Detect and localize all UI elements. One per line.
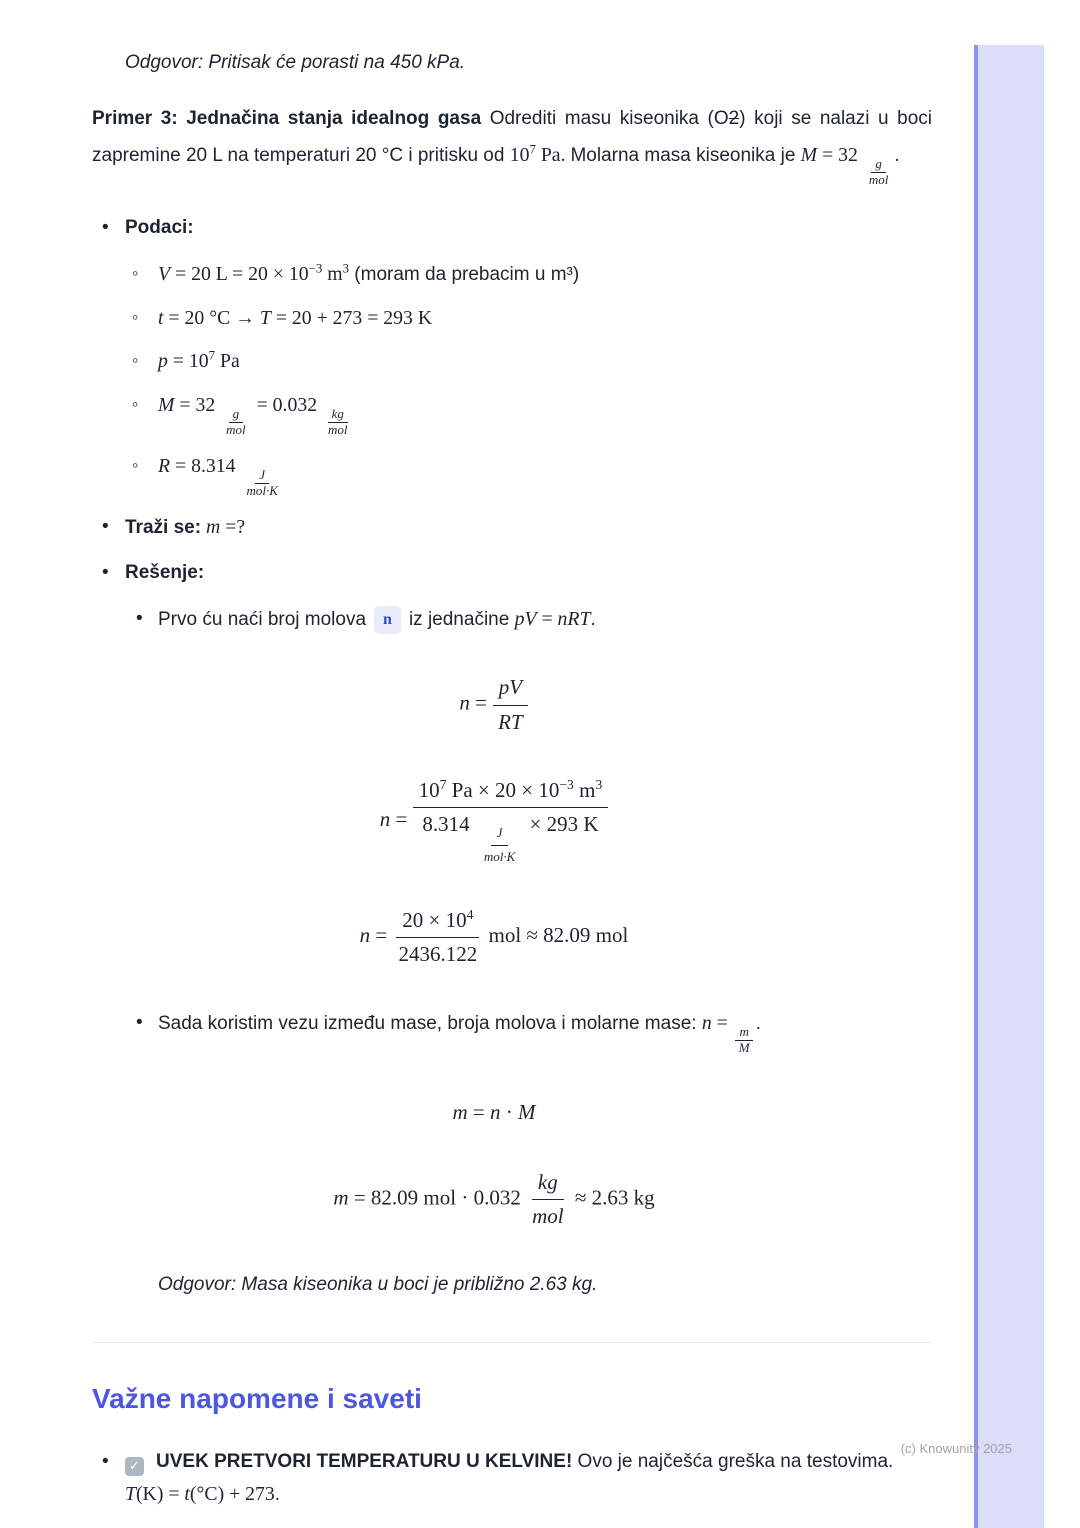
math-text: (°C) + 273 bbox=[189, 1482, 275, 1505]
fraction-g-mol bbox=[865, 157, 893, 188]
math-var: m bbox=[739, 1024, 749, 1040]
oxygen-subscript: 2 bbox=[728, 108, 740, 130]
math-var: T bbox=[125, 1482, 136, 1505]
fraction-denominator bbox=[478, 846, 521, 866]
list-item-body bbox=[158, 1008, 932, 1056]
math-var: pV bbox=[498, 675, 523, 700]
fraction-denominator bbox=[865, 173, 893, 188]
math-text: Pa bbox=[215, 350, 240, 373]
list-item-note-kelvin bbox=[102, 1446, 932, 1510]
bullet-icon: • bbox=[136, 1012, 143, 1034]
math-text: = bbox=[390, 806, 413, 831]
fraction-numerator bbox=[532, 1169, 564, 1200]
fraction-numerator bbox=[328, 407, 348, 423]
fraction-numerator bbox=[229, 407, 244, 423]
resenje-label: Rešenje: bbox=[125, 562, 205, 584]
math-text: = 20 L = 20 × 10 bbox=[170, 262, 309, 285]
text-run: . bbox=[894, 144, 900, 166]
bullet-icon: • bbox=[136, 607, 143, 629]
math-var: M bbox=[158, 393, 175, 416]
math-text: = bbox=[711, 1012, 733, 1035]
circle-bullet-icon: ◦ bbox=[132, 454, 139, 475]
fraction-numerator bbox=[396, 906, 479, 938]
math-text: = bbox=[370, 922, 393, 947]
fraction-g-mol bbox=[222, 407, 250, 438]
math-inline-m bbox=[201, 516, 245, 538]
fraction-kg-mol bbox=[324, 407, 352, 438]
list-item-body bbox=[125, 512, 932, 543]
fraction-denominator bbox=[416, 808, 604, 866]
list-item-molar-mass bbox=[132, 390, 932, 438]
list-item-pressure bbox=[132, 346, 932, 377]
circle-bullet-icon: ◦ bbox=[132, 393, 139, 414]
text-run: Sada koristim vezu između mase, broja molova i molarne mase: bbox=[158, 1013, 702, 1035]
podaci-label: Podaci: bbox=[125, 217, 194, 239]
bullet-icon: • bbox=[102, 217, 109, 239]
resenje-sublist bbox=[92, 604, 932, 635]
math-text: = 20 °C → bbox=[163, 306, 260, 329]
math-text: 10 bbox=[418, 777, 440, 802]
previous-answer-line bbox=[125, 48, 932, 77]
math-var: V bbox=[158, 262, 171, 285]
list-item-step2 bbox=[136, 1008, 932, 1056]
superscript: 4 bbox=[466, 906, 474, 922]
list-item-body bbox=[158, 604, 932, 635]
math-inline-pv-nrt bbox=[515, 608, 591, 630]
superscript: −3 bbox=[559, 776, 574, 792]
bullet-icon: • bbox=[102, 515, 109, 537]
list-item-volume bbox=[132, 259, 932, 290]
math-text: m bbox=[573, 777, 596, 802]
text-run: ) koji se nalazi u boci zapremine 20 L na temperaturi 20 °C i pritisku od bbox=[92, 108, 932, 166]
fraction bbox=[492, 674, 529, 736]
fraction bbox=[392, 906, 483, 969]
math-var: pV bbox=[514, 607, 537, 630]
final-answer-line bbox=[158, 1270, 932, 1299]
math-var: M bbox=[738, 1040, 750, 1056]
final-answer-text: Odgovor: Masa kiseonika u boci je približno 2.63 kg. bbox=[158, 1274, 598, 1296]
list-item-podaci bbox=[102, 213, 932, 242]
math-var: n bbox=[701, 1012, 712, 1035]
math-text: = bbox=[469, 690, 493, 715]
document-content bbox=[92, 48, 932, 1526]
fraction-numerator bbox=[491, 825, 509, 846]
list-item-temperature bbox=[132, 303, 932, 334]
primer3-title: Primer 3: Jednačina stanja idealnog gasa bbox=[92, 108, 482, 130]
fraction-numerator bbox=[255, 468, 269, 484]
section-divider bbox=[92, 1342, 932, 1343]
math-var: nRT bbox=[557, 607, 591, 630]
math-text: = 32 bbox=[174, 393, 221, 416]
note-bold-text: UVEK PRETVORI TEMPERATURU U KELVINE! bbox=[156, 1451, 573, 1473]
math-inline-volume bbox=[158, 263, 349, 285]
formula-n-substituted bbox=[92, 776, 896, 866]
math-var: RT bbox=[498, 709, 523, 734]
text-run: . bbox=[755, 1013, 761, 1035]
math-text: = bbox=[536, 607, 558, 630]
circle-bullet-icon: ◦ bbox=[132, 350, 139, 371]
list-item-gas-constant bbox=[132, 451, 932, 499]
fraction-denominator bbox=[392, 938, 483, 968]
formula-n-pv-over-rt bbox=[92, 674, 896, 736]
checkbox-icon bbox=[125, 1457, 144, 1476]
math-var: M bbox=[518, 1100, 536, 1125]
math-var: m bbox=[333, 1185, 349, 1210]
fraction-numerator bbox=[735, 1025, 752, 1041]
fraction-numerator bbox=[493, 674, 528, 705]
fraction-denominator bbox=[526, 1200, 570, 1230]
math-var: J bbox=[496, 825, 503, 841]
list-item-body bbox=[158, 259, 932, 290]
fraction-denominator bbox=[735, 1041, 754, 1056]
text-run: Ovo je najčešća greška na testovima. bbox=[572, 1451, 894, 1473]
superscript: 7 bbox=[439, 776, 447, 792]
list-item-body bbox=[125, 1446, 932, 1510]
text-run: Prvo ću naći broj molova bbox=[158, 608, 367, 630]
list-item-body bbox=[158, 346, 932, 377]
math-var: T bbox=[259, 306, 271, 329]
page-edge-strip bbox=[974, 45, 1044, 1528]
math-var: n bbox=[490, 1100, 501, 1125]
circle-bullet-icon: ◦ bbox=[132, 306, 139, 327]
fraction-numerator bbox=[413, 776, 609, 808]
section-heading: Važne napomene i saveti bbox=[92, 1382, 422, 1414]
list-item-step1 bbox=[136, 604, 932, 635]
math-var: n bbox=[459, 690, 470, 715]
math-var: mol bbox=[226, 421, 246, 437]
list-item-body bbox=[158, 390, 932, 438]
math-inline-pressure-value bbox=[158, 350, 240, 372]
math-inline-n-m-over-M bbox=[701, 1012, 756, 1056]
text-run: (moram da prebacim u m³) bbox=[349, 263, 580, 285]
superscript: −3 bbox=[308, 261, 323, 276]
code-chip-n: n bbox=[374, 606, 401, 634]
math-var: mol bbox=[532, 1204, 564, 1229]
math-text: = 10 bbox=[167, 350, 209, 373]
list-item-body bbox=[125, 558, 932, 587]
circle-bullet-icon: ◦ bbox=[132, 262, 139, 283]
math-text: mol ≈ 82.09 mol bbox=[483, 922, 629, 947]
trazi-se-label: Traži se: bbox=[125, 516, 202, 538]
math-text: =? bbox=[220, 515, 246, 538]
math-text: = 0.032 bbox=[251, 393, 323, 416]
math-var: n bbox=[359, 922, 371, 947]
math-var: t bbox=[184, 1482, 190, 1505]
math-inline-temperature bbox=[158, 307, 432, 329]
superscript: 3 bbox=[595, 776, 603, 792]
formula-m-n-M bbox=[92, 1096, 896, 1129]
list-item-body bbox=[158, 451, 932, 499]
math-text: Pa. bbox=[535, 143, 571, 166]
fraction-numerator bbox=[871, 157, 886, 173]
math-text: = 32 bbox=[817, 143, 863, 166]
math-var: t bbox=[158, 306, 164, 329]
list-item-body bbox=[158, 303, 932, 334]
math-text: (K) = bbox=[135, 1482, 185, 1505]
checkmark-glyph: ✓ bbox=[129, 1458, 140, 1474]
math-text: · bbox=[500, 1100, 518, 1125]
podaci-sublist bbox=[92, 259, 932, 499]
copyright-text: (c) Knowunity 2025 bbox=[900, 1441, 1012, 1456]
fraction-denominator bbox=[222, 423, 250, 438]
math-var: g bbox=[875, 155, 882, 171]
fraction-denominator bbox=[492, 706, 529, 736]
fraction-kg-mol bbox=[526, 1169, 570, 1231]
list-item-body bbox=[125, 213, 932, 242]
superscript: 7 bbox=[529, 142, 536, 156]
math-text: Pa × 20 × 10 bbox=[446, 777, 560, 802]
list-item-resenje bbox=[102, 558, 932, 587]
math-var: mol bbox=[328, 421, 348, 437]
math-inline-r bbox=[158, 454, 284, 498]
math-var: kg bbox=[331, 405, 344, 421]
math-var: mol·K bbox=[246, 482, 278, 498]
math-text: = 20 + 273 = 293 K bbox=[270, 306, 433, 329]
math-var: p bbox=[158, 350, 168, 373]
fraction-j-molk bbox=[242, 468, 281, 499]
list-item-trazi-se bbox=[102, 512, 932, 543]
math-text: × 293 K bbox=[524, 812, 599, 837]
math-var: n bbox=[379, 806, 391, 831]
math-text: 2436.122 bbox=[398, 942, 478, 967]
math-text: ≈ 2.63 kg bbox=[569, 1185, 655, 1210]
math-inline-molar-mass bbox=[800, 143, 895, 187]
math-text: 20 × 10 bbox=[402, 907, 467, 932]
fraction-j-molk bbox=[478, 825, 521, 866]
text-run: Odrediti masu kiseonika (O bbox=[481, 108, 729, 130]
math-text: m bbox=[322, 262, 343, 285]
math-var: kg bbox=[537, 1169, 558, 1194]
math-var: m bbox=[205, 515, 221, 538]
math-var: J bbox=[259, 466, 266, 482]
math-text: 8.314 bbox=[422, 812, 475, 837]
fraction-denominator bbox=[242, 484, 281, 499]
math-text: = 82.09 mol · 0.032 bbox=[348, 1185, 527, 1210]
formula-m-result bbox=[92, 1169, 896, 1231]
math-text: 10 bbox=[509, 143, 530, 166]
superscript: 7 bbox=[208, 348, 216, 363]
text-run: iz jednačine bbox=[408, 608, 515, 630]
previous-answer-text: Odgovor: Pritisak će porasti na 450 kPa. bbox=[125, 52, 466, 73]
math-inline-pressure bbox=[510, 144, 571, 166]
bullet-icon: • bbox=[102, 1451, 109, 1473]
fraction-denominator bbox=[324, 423, 352, 438]
math-inline-kelvin-formula bbox=[125, 1483, 275, 1505]
math-var: m bbox=[452, 1100, 468, 1125]
fraction bbox=[413, 776, 609, 866]
primer3-paragraph bbox=[92, 101, 932, 187]
math-var: mol bbox=[868, 171, 889, 187]
math-var: R bbox=[158, 454, 171, 477]
fraction-m-M bbox=[735, 1025, 754, 1056]
superscript: 3 bbox=[342, 261, 350, 276]
math-text: = bbox=[467, 1100, 490, 1125]
formula-n-result bbox=[92, 906, 896, 969]
text-run: . bbox=[274, 1483, 281, 1505]
text-run: . bbox=[590, 608, 596, 630]
text-run: Molarna masa kiseonika je bbox=[570, 144, 801, 166]
math-var: mol·K bbox=[483, 848, 516, 864]
bullet-icon: • bbox=[102, 562, 109, 584]
math-text: = 8.314 bbox=[170, 454, 241, 477]
math-inline-molar bbox=[158, 393, 354, 437]
math-var: g bbox=[232, 405, 240, 421]
math-var: M bbox=[800, 143, 818, 166]
